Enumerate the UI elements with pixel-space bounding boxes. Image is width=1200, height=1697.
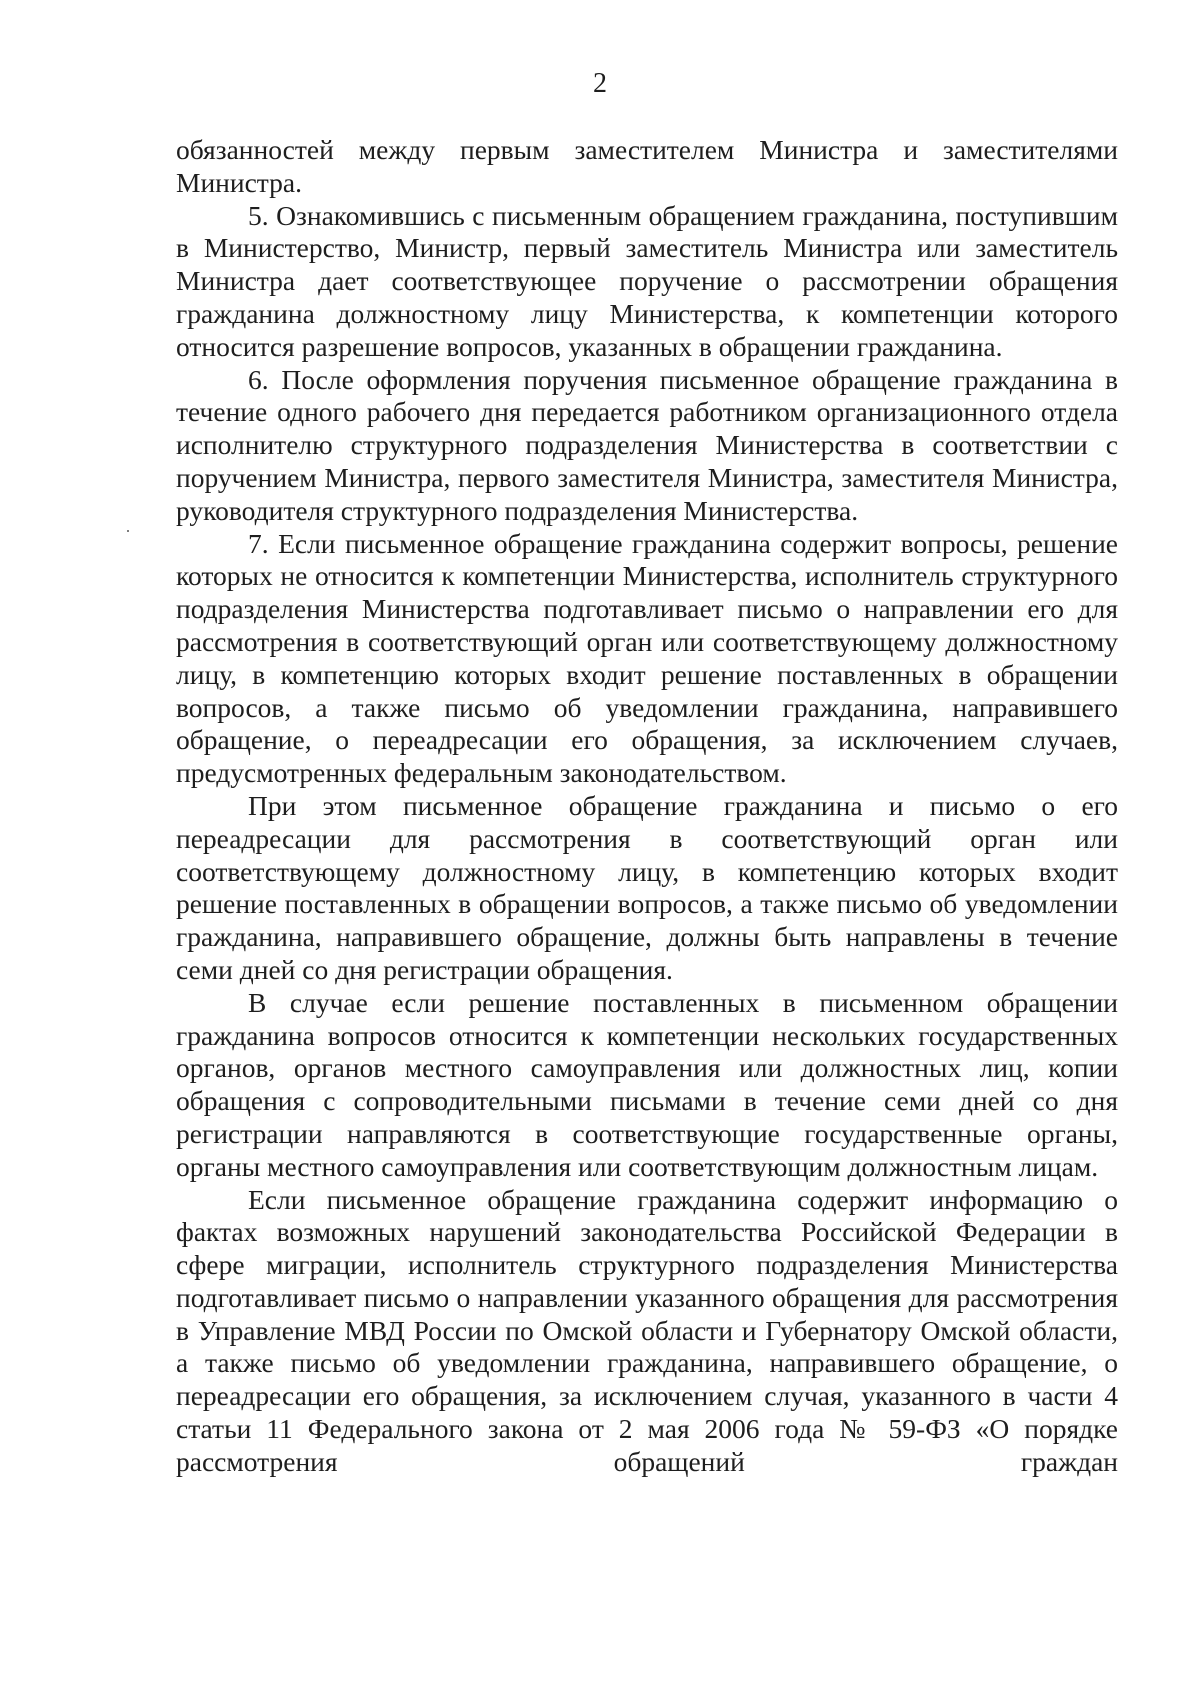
margin-dot <box>127 530 129 532</box>
paragraph-continuation: обязанностей между первым заместителем Министра и заместителями Министра. <box>176 134 1118 198</box>
document-body <box>176 134 1118 1479</box>
paragraph-migration: Если письменное обращение гражданина содержит информацию о фактах возможных нарушений законодательства Российской Федерации в сфере миграции, исполнитель структурного подразделения Министерства подготавливает письмо о направлении указанного обращения для рассмотрения в Управление МВД России по Омской области и Губернатору Омской области, а также письмо об уведомлении гражданина, направившего обращение, о переадресации его обращения, за исключением случая, указанного в части 4 статьи 11 Федерального закона от 2 мая 2006 года № 59-ФЗ «О порядке рассмотрения обращений граждан <box>176 1183 1118 1477</box>
paragraph-item-7: 7. Если письменное обращение гражданина содержит вопросы, решение которых не относится к компетенции Министерства, исполнитель структурного подразделения Министерства подготавливает письмо о направлении его для рассмотрения в соответствующий орган или соответствующему должностному лицу, в компетенцию которых входит решение поставленных в обращении вопросов, а также письмо об уведомлении гражданина, направившего обращение, о переадресации его обращения, за исключением случаев, предусмотренных федеральным законодательством. <box>176 527 1118 789</box>
paragraph-redirect-terms: При этом письменное обращение гражданина и письмо о его переадресации для рассмотрения в соответствующий орган или соответствующему должностному лицу, в компетенцию которых входит решение поставленных в обращении вопросов, а также письмо об уведомлении гражданина, направившего обращение, должны быть направлены в течение семи дней со дня регистрации обращения. <box>176 789 1118 985</box>
page-number: 2 <box>593 68 607 99</box>
paragraph-multiple-authorities: В случае если решение поставленных в письменном обращении гражданина вопросов относится к компетенции нескольких государственных органов, органов местного самоуправления или должностных лиц, копии обращения с сопроводительными письмами в течение семи дней со дня регистрации направляются в соответствующие государственные органы, органы местного самоуправления или соответствующим должностным лицам. <box>176 986 1118 1182</box>
paragraph-item-6: 6. После оформления поручения письменное обращение гражданина в течение одного рабочего дня передается работником организационного отдела исполнителю структурного подразделения Министерства в соответствии с поручением Министра, первого заместителя Министра, заместителя Министра, руководителя структурного подразделения Министерства. <box>176 363 1118 526</box>
paragraph-item-5: 5. Ознакомившись с письменным обращением гражданина, поступившим в Министерство, Министр, первый заместитель Министра или заместитель Министра дает соответствующее поручение о рассмотрении обращения гражданина должностному лицу Министерства, к компетенции которого относится разрешение вопросов, указанных в обращении гражданина. <box>176 199 1118 362</box>
